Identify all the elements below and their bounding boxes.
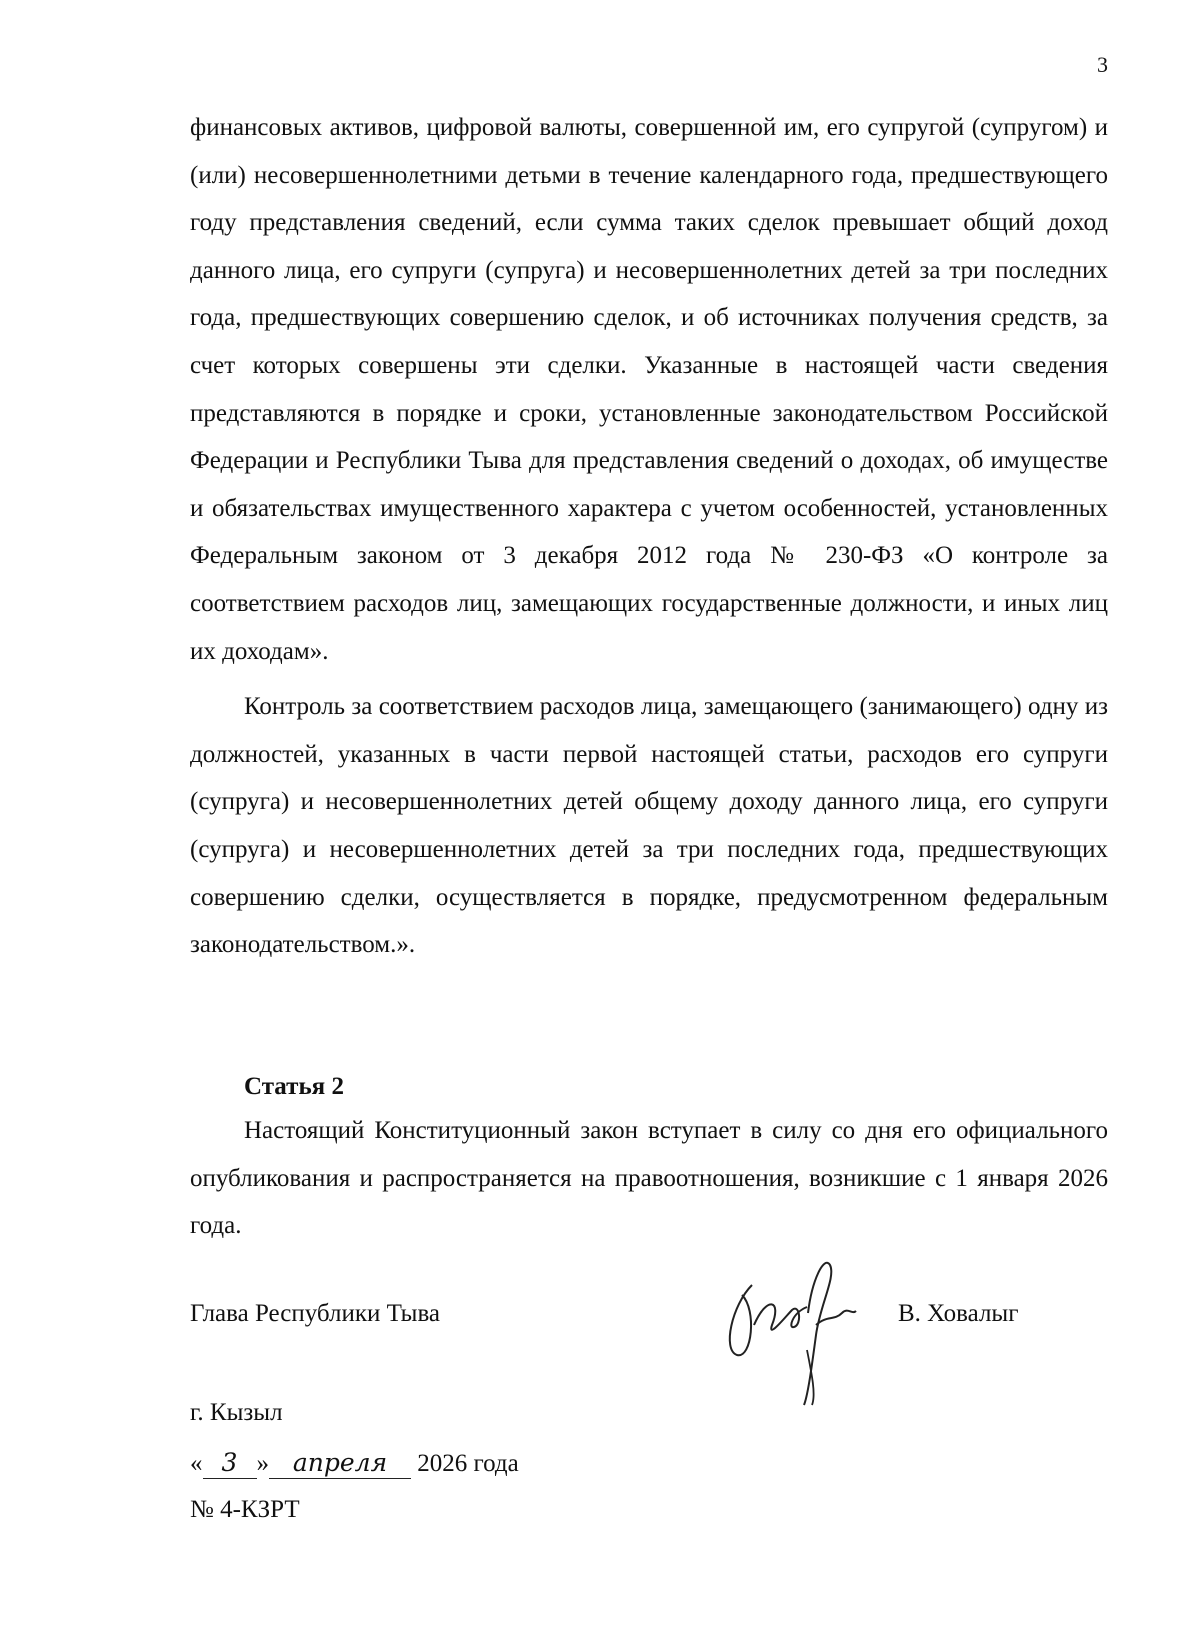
- signatory-name: В. Ховалыг: [898, 1300, 1019, 1327]
- page-number: 3: [1097, 52, 1108, 77]
- article-2-text: Настоящий Конституционный закон вступает в силу со дня его официального опубликования и распространяется на правоотношения, возникшие с 1 января 2026 года.: [190, 1117, 1108, 1240]
- signing-date: [190, 1448, 519, 1479]
- date-close-quote: »: [256, 1450, 269, 1477]
- handwritten-day: 3: [203, 1448, 257, 1479]
- date-year: 2026 года: [417, 1450, 519, 1477]
- paragraph-control: Контроль за соответствием расходов лица, замещающего (занимающего) одну из должностей, указанных в части первой настоящей статьи, расходов его супруги (супруга) и несовершеннолетних детей общему доходу данного лица, его супруги (супруга) и несовершеннолетних детей за три последних года, предшествующих совершению сделки, осуществляется в порядке, предусмотренном федеральным законодательством.».: [190, 693, 1108, 959]
- date-open-quote: «: [190, 1450, 203, 1477]
- handwritten-month: апреля: [269, 1448, 411, 1479]
- article-2-heading: Статья 2: [244, 1073, 344, 1100]
- signature-icon: [712, 1255, 860, 1415]
- signing-place: г. Кызыл: [190, 1399, 283, 1426]
- signatory-position: Глава Республики Тыва: [190, 1300, 441, 1327]
- paragraph-continuation: финансовых активов, цифровой валюты, совершенной им, его супругой (супругом) и (или) несовершеннолетними детьми в течение календарного года, предшествующего году представления сведений, если сумма таких сделок превышает общий доход данного лица, его супруги (супруга) и несовершеннолетних детей за три последних года, предшествующих совершению сделок, и об источниках получения средств, за счет которых совершены эти сделки. Указанные в настоящей части сведения представляются в порядке и сроки, установленные законодательством Российской Федерации и Республики Тыва для представления сведений о доходах, об имуществе и обязательствах имущественного характера с учетом особенностей, установленных Федеральным законом от 3 декабря 2012 года № 230-ФЗ «О контроле за соответствием расходов лиц, замещающих государственные должности, и иных лиц их доходам».: [190, 114, 1108, 665]
- document-body: [190, 104, 1108, 969]
- document-number: № 4-КЗРТ: [190, 1496, 300, 1523]
